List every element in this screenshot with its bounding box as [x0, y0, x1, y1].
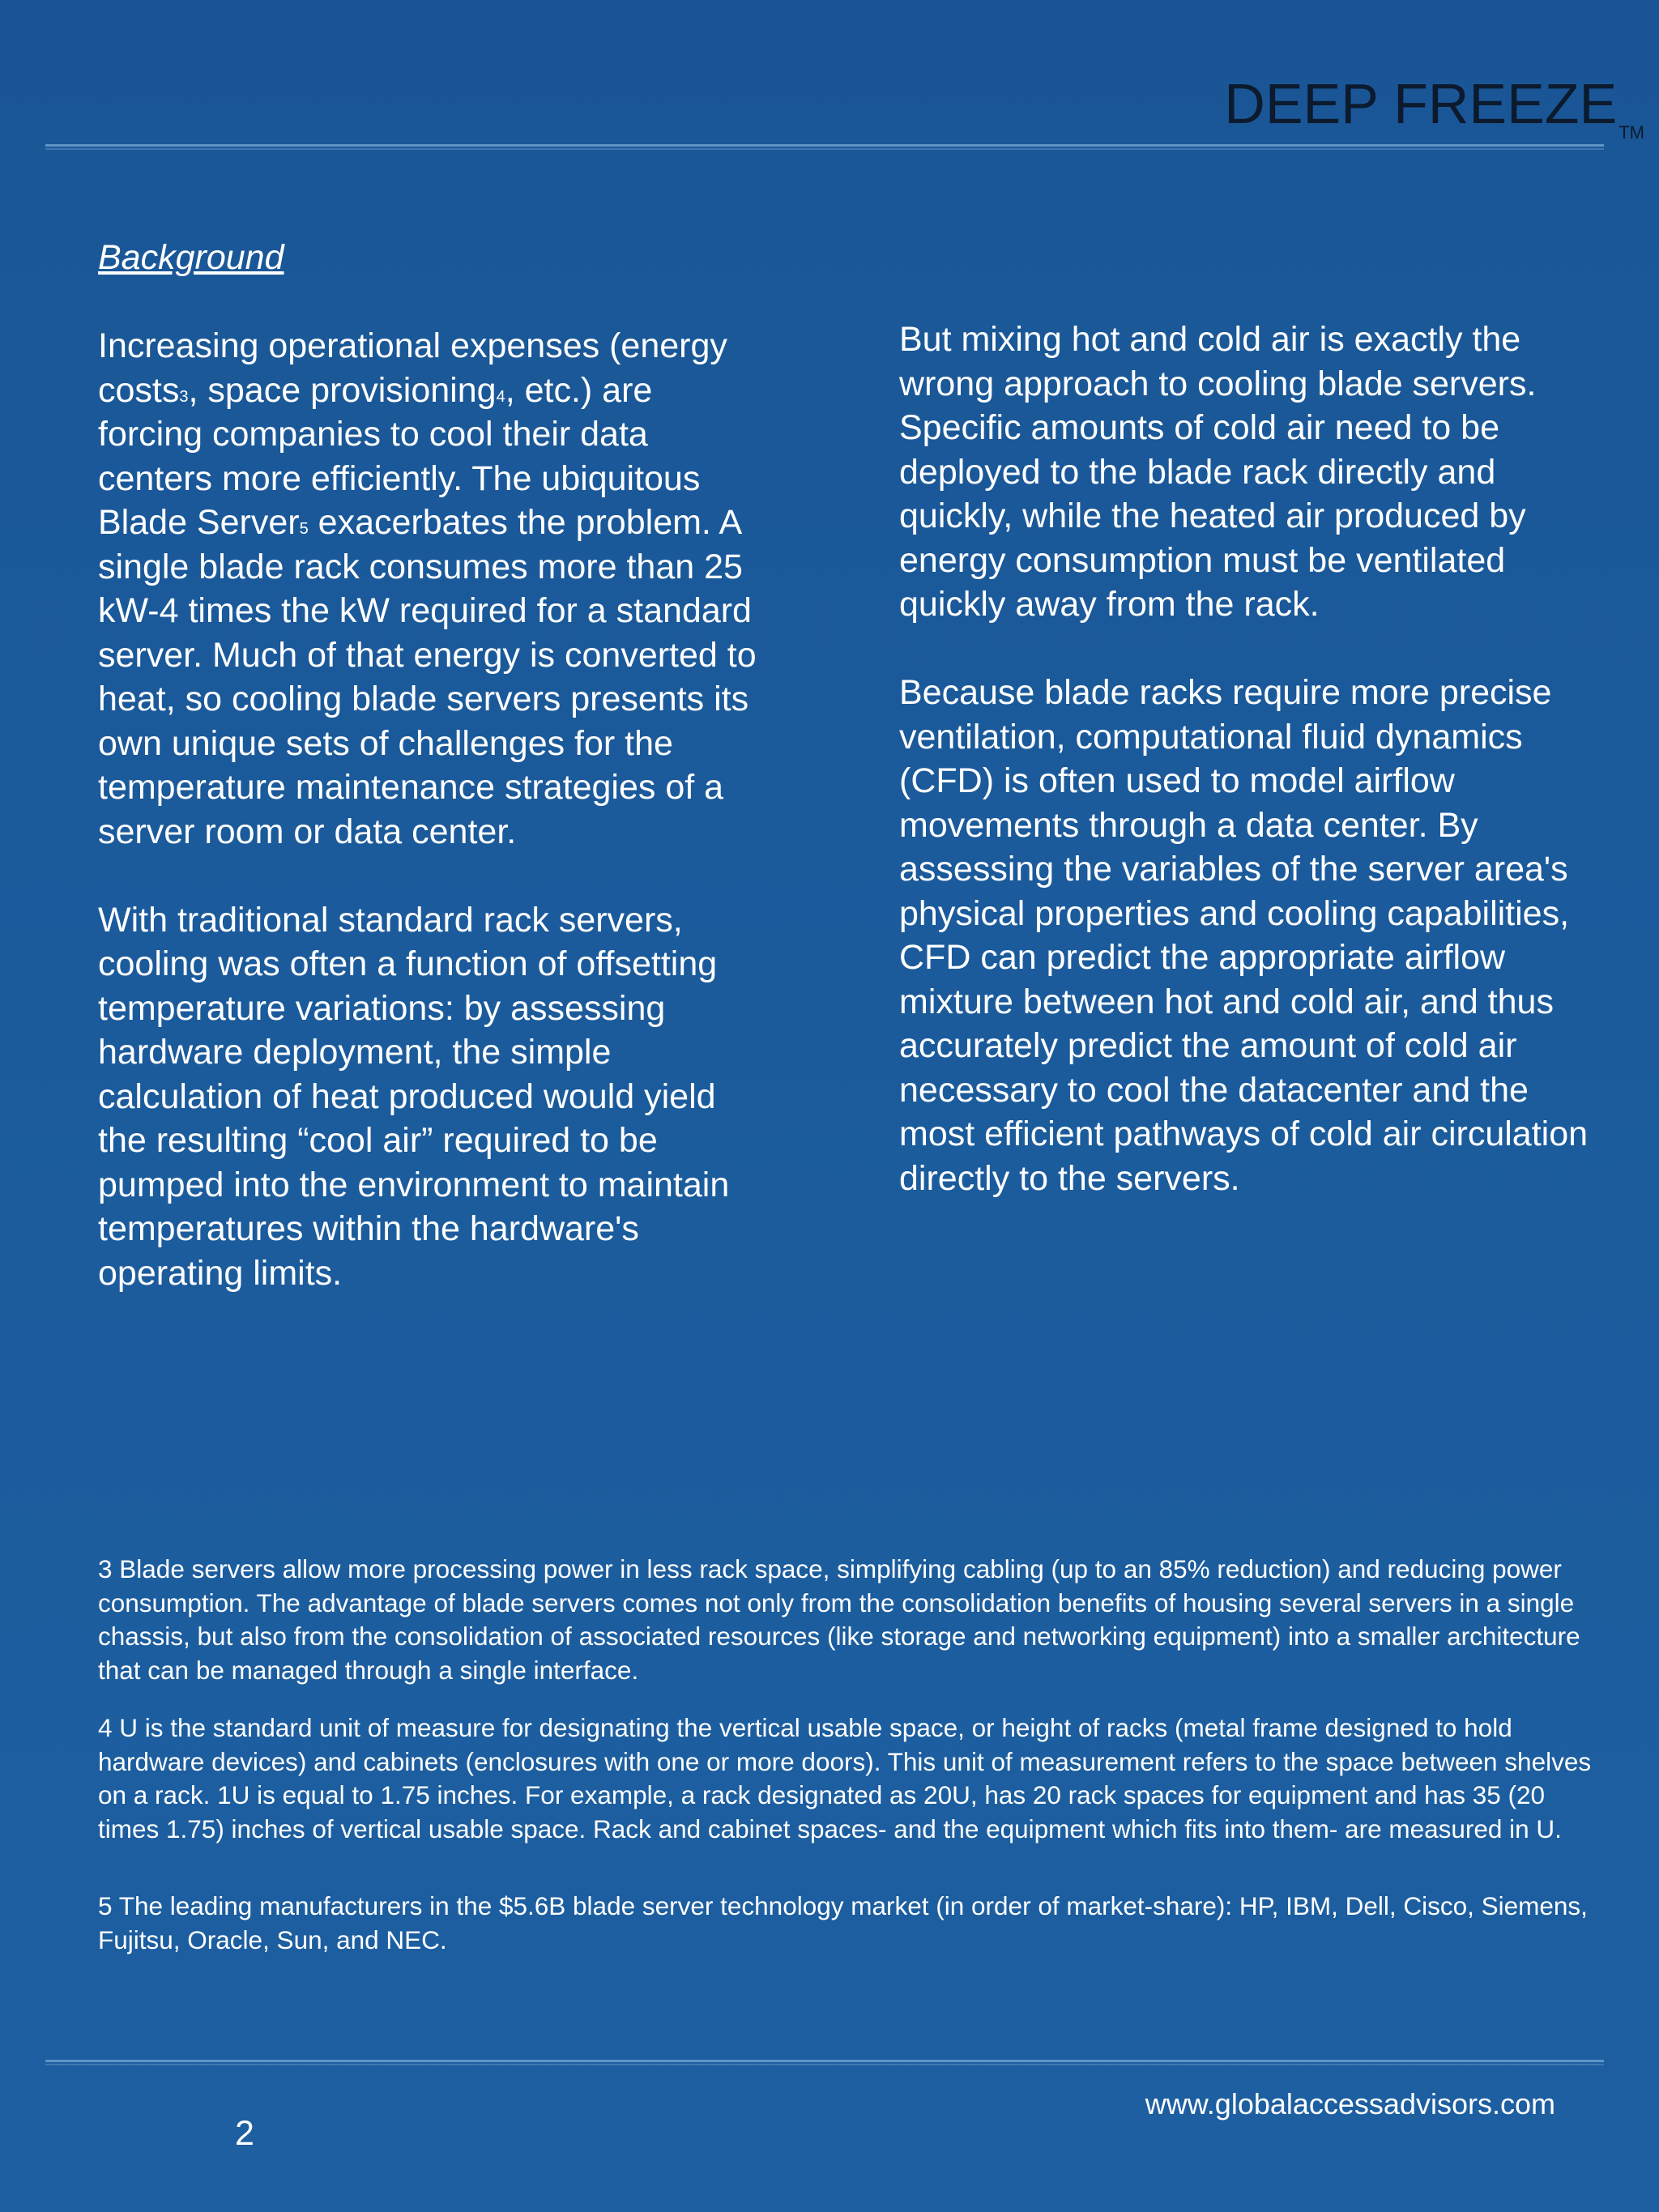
paragraph-text: , space provisioning — [188, 370, 497, 410]
left-column — [98, 324, 762, 1295]
header-divider — [45, 144, 1604, 151]
footnotes — [98, 1553, 1605, 1957]
brand-title — [1150, 71, 1644, 143]
footnote-3: 3 Blade servers allow more processing power in less rack space, simplifying cabling (up to an 85% reduction) and reducing power consumption. The advantage of blade servers comes not only from the consolidation benefits of housing several servers in a single chassis, but also from the consolidation of associated resources (like storage and networking equipment) into a smaller architecture that can be managed through a single interface. — [98, 1554, 1580, 1685]
paragraph-text: exacerbates the problem. A single blade rack consumes more than 25 kW-4 times the kW required for a standard server. Much of that energy is converted to heat, so cooling blade servers presents its own unique sets of challenges for the temperature maintenance strategies of a server room or data center. — [98, 503, 757, 851]
footnote-ref-5: 5 — [299, 520, 309, 538]
page-number: 2 — [235, 2114, 254, 2153]
footnote-5: 5 The leading manufacturers in the $5.6B blade server technology market (in order of market-share): HP, IBM, Dell, Cisco, Siemens, Fujitsu, Oracle, Sun, and NEC. — [98, 1891, 1588, 1954]
trademark-symbol: TM — [1618, 122, 1644, 143]
footnote-ref-4: 4 — [496, 387, 505, 406]
right-paragraph-2: Because blade racks require more precise ventilation, computational fluid dynamics (CFD) is often used to model airflow movements through a data center. By assessing the variables of the server area's physical properties and cooling capabilities, CFD can predict the appropriate airflow mixture between hot and cold air, and thus accurately predict the amount of cold air necessary to cool the datacenter and the most efficient pathways of cold air circulation directly to the servers. — [899, 673, 1589, 1198]
brand-name: DEEP FREEZE — [1224, 72, 1618, 135]
section-heading: Background — [98, 238, 284, 277]
footer-divider — [45, 2060, 1604, 2066]
paragraph-text: Increasing operational expenses (energy costs — [98, 326, 727, 410]
paragraph-text: , etc.) are forcing companies to cool their data centers more efficiently. The ubiquitous Blade Server — [98, 370, 701, 542]
website-link[interactable]: www.globalaccessadvisors.com — [1145, 2087, 1555, 2120]
right-paragraph-1: But mixing hot and cold air is exactly the wrong approach to cooling blade servers. Specific amounts of cold air need to be deployed to the blade rack directly and quickly, while the heated air produced by energy consumption must be ventilated quickly away from the rack. — [899, 320, 1537, 624]
right-column — [899, 318, 1596, 1200]
footnote-ref-3: 3 — [179, 387, 189, 406]
footnote-4: 4 U is the standard unit of measure for designating the vertical usable space, or height of racks (metal frame designed to hold hardware devices) and cabinets (enclosures with one or more doors). This unit of measurement refers to the space between shelves on a rack. 1U is equal to 1.75 inches. For example, a rack designated as 20U, has 20 rack spaces for equipment and has 35 (20 times 1.75) inches of vertical usable space. Rack and cabinet spaces- and the equipment which fits into them- are measured in U. — [98, 1713, 1592, 1843]
left-paragraph-1 — [98, 324, 762, 854]
left-paragraph-2: With traditional standard rack servers, cooling was often a function of offsetting temperature variations: by assessing hardware deployment, the simple calculation of heat produced would yield the resulting “cool air” required to be pumped into the environment to maintain temperatures within the hardware's operating limits. — [98, 900, 730, 1293]
